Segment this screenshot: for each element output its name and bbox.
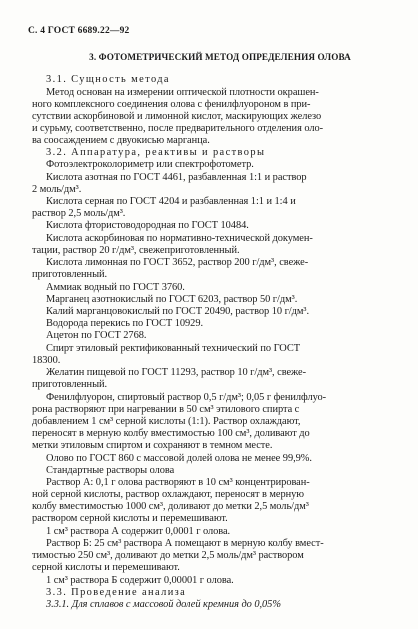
text-line: сутствии аскорбиновой и лимонной кислот, маскирующих железо	[32, 111, 322, 122]
text-line: 3.3.1. Для сплавов с массовой долей кремния до 0,05%	[46, 599, 281, 610]
text-line: 2 моль/дм³.	[32, 184, 82, 195]
text-line: Стандартные растворы олова	[46, 465, 175, 476]
text-line: ного комплексного соединения олова с фенилфлуороном в при-	[32, 99, 311, 110]
text-line: Метод основан на измерении оптической плотности окрашен-	[46, 87, 319, 98]
text-line: Кислота азотная по ГОСТ 4461, разбавленная 1:1 и раствор	[46, 172, 307, 183]
text-line: Кислота лимонная по ГОСТ 3652, раствор 200 г/дм³, свеже-	[46, 257, 309, 268]
text-line: и сурьму, соответственно, после предварительного отделения оло-	[32, 123, 324, 134]
text-line: раствором серной кислоты и перемешивают.	[32, 513, 228, 524]
text-line: 3.2. Аппаратура, реактивы и растворы	[46, 147, 266, 158]
text-line: 3.1. Сущность метода	[46, 74, 170, 85]
text-line: 18300.	[32, 355, 61, 366]
text-line: Желатин пищевой по ГОСТ 11293, раствор 10 г/дм³, свеже-	[46, 367, 307, 378]
text-line: колбу вместимостью 1000 см³, доливают до метки 2,5 моль/дм³	[32, 501, 309, 512]
text-line: Фотоэлектроколориметр или спектрофотометр.	[46, 159, 254, 170]
text-line: 1 см³ раствора Б содержит 0,00001 г олова.	[46, 575, 234, 586]
text-line: тации, раствор 20 г/дм³, свежеприготовленный.	[32, 245, 240, 256]
text-line: рона растворяют при нагревании в 50 см³ этилового спирта с	[32, 404, 300, 415]
text-line: переносят в мерную колбу вместимостью 100 см³, доливают до	[32, 428, 310, 439]
text-line: ва соосаждением с двуокисью марганца.	[32, 135, 210, 146]
text-line: метки этиловым спиртом и сохраняют в темном месте.	[32, 440, 273, 451]
text-line: Кислота серная по ГОСТ 4204 и разбавленная 1:1 и 1:4 и	[46, 196, 296, 207]
text-line: 1 см³ раствора А содержит 0,0001 г олова.	[46, 526, 231, 537]
text-line: раствор 2,5 моль/дм³.	[32, 208, 126, 219]
text-line: Водорода перекись по ГОСТ 10929.	[46, 318, 204, 329]
text-line: Спирт этиловый ректификованный технический по ГОСТ	[46, 343, 301, 354]
text-line: Марганец азотнокислый по ГОСТ 6203, раствор 50 г/дм³.	[46, 294, 298, 305]
text-line: Кислота фтористоводородная по ГОСТ 10484.	[46, 220, 249, 231]
text-line: Олово по ГОСТ 860 с массовой долей олова не менее 99,9%.	[46, 453, 312, 464]
text-line: Раствор Б: 25 см³ раствора А помещают в мерную колбу вмест-	[46, 538, 324, 549]
text-line: Ацетон по ГОСТ 2768.	[46, 330, 147, 341]
text-line: Калий марганцовокислый по ГОСТ 20490, раствор 10 г/дм³.	[46, 306, 310, 317]
section-title: 3. ФОТОМЕТРИЧЕСКИЙ МЕТОД ОПРЕДЕЛЕНИЯ ОЛОВА	[89, 52, 351, 62]
text-line: Фенилфлуорон, спиртовый раствор 0,5 г/дм³; 0,05 г фенилфлуо-	[46, 392, 327, 403]
text-line: Кислота аскорбиновая по нормативно-технической докумен-	[46, 233, 313, 244]
text-line: добавлением 1 см³ серной кислоты (1:1). Раствор охлаждают,	[32, 416, 301, 427]
text-line: приготовленный.	[32, 379, 108, 390]
page-header: С. 4 ГОСТ 6689.22—92	[28, 26, 130, 36]
text-line: ной серной кислоты, раствор охлаждают, переносят в мерную	[32, 489, 305, 500]
text-line: Аммиак водный по ГОСТ 3760.	[46, 282, 185, 293]
text-line: тимостью 250 см³, доливают до метки 2,5 моль/дм³ раствором	[32, 550, 304, 561]
text-line: Раствор А: 0,1 г олова растворяют в 10 см³ концентрирован-	[46, 477, 310, 488]
text-line: приготовленный.	[32, 269, 108, 280]
text-line: серной кислоты и перемешивают.	[32, 562, 180, 573]
text-line: 3.3. Проведение анализа	[46, 587, 187, 598]
